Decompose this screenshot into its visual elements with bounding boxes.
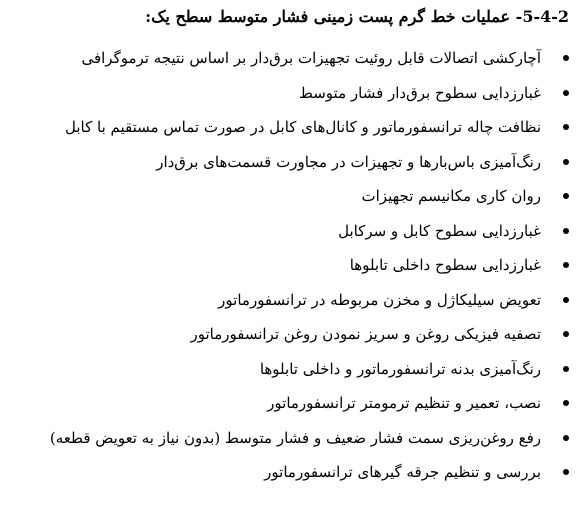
- bullet-icon: [563, 90, 569, 96]
- list-item-text: غبارزدایی سطوح داخلی تابلوها: [349, 256, 541, 274]
- list-item: [50, 44, 569, 79]
- list-item: [50, 251, 569, 286]
- list-item: [50, 320, 569, 355]
- bullet-icon: [563, 159, 569, 165]
- bullet-icon: [563, 366, 569, 372]
- list-item: [50, 286, 569, 321]
- list-item-text: غبارزدایی سطوح کابل و سرکابل: [338, 221, 541, 240]
- bullet-icon: [563, 193, 569, 199]
- list-item-text: روان کاری مکانیسم تجهیزات: [361, 187, 541, 205]
- bullet-icon: [563, 435, 569, 441]
- list-item: [50, 424, 569, 459]
- list-item-text: تصفیه فیزیکی روغن و سریز نمودن روغن ترانسفورماتور: [190, 325, 541, 343]
- list-item-text: رفع روغن‌ریزی سمت فشار ضعیف و فشار متوسط (بدون نیاز به تعویض قطعه): [49, 428, 541, 447]
- list-item: [50, 389, 569, 424]
- list-item-text: نظافت چاله ترانسفورماتور و کانال‌های کابل در صورت تماس مستقیم با کابل: [65, 118, 541, 136]
- bullet-icon: [563, 469, 569, 475]
- list-item-text: تعویض سیلیکاژل و مخزن مربوطه در ترانسفورماتور: [218, 290, 541, 309]
- list-item-text: بررسی و تنظیم جرقه گیرهای ترانسفورماتور: [264, 463, 541, 481]
- bullet-icon: [563, 55, 569, 61]
- list-item: [50, 79, 569, 114]
- operations-list: [50, 44, 569, 493]
- list-item: [50, 148, 569, 183]
- list-item-text: رنگ‌آمیزی بدنه ترانسفورماتور و داخلی تابلوها: [259, 359, 541, 378]
- list-item: [50, 217, 569, 252]
- list-item-text: نصب، تعمیر و تنظیم ترمومتر ترانسفورماتور: [267, 394, 541, 412]
- list-item-text: غبارزدایی سطوح برق‌دار فشار متوسط: [299, 83, 541, 102]
- bullet-icon: [563, 262, 569, 268]
- bullet-icon: [563, 124, 569, 130]
- list-item: [50, 182, 569, 217]
- list-item: [50, 458, 569, 493]
- bullet-icon: [563, 331, 569, 337]
- list-item-text: رنگ‌آمیزی باس‌بارها و تجهیزات در مجاورت قسمت‌های برق‌دار: [156, 152, 541, 171]
- list-item-text: آچارکشی اتصالات قابل روئیت تجهیزات برق‌دار بر اساس نتیجه ترموگرافی: [81, 49, 541, 67]
- bullet-icon: [563, 228, 569, 234]
- bullet-icon: [563, 297, 569, 303]
- list-item: [50, 113, 569, 148]
- list-item: [50, 355, 569, 390]
- section-heading: 5-4-2- عملیات خط گرم پست زمینی فشار متوسط سطح یک:: [145, 7, 569, 26]
- bullet-icon: [563, 400, 569, 406]
